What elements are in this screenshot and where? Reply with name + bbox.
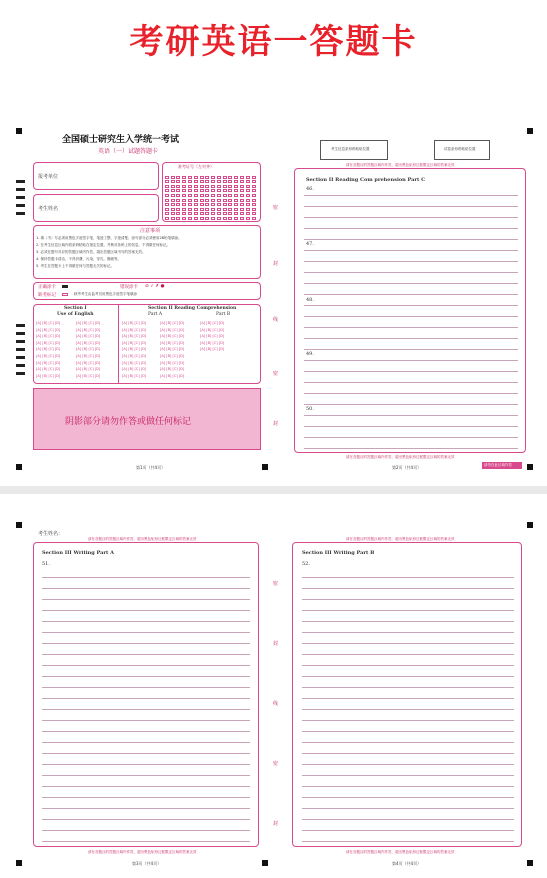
ruled-line — [302, 621, 514, 622]
answer-row[interactable]: [A] [B] [C] [D] — [36, 340, 61, 345]
answer-row[interactable]: [A] [B] [C] [D] — [36, 367, 61, 372]
seal-char: 封 — [273, 821, 279, 827]
answer-row[interactable]: [A] [B] [C] [D] — [200, 321, 225, 325]
ruled-line — [42, 720, 250, 721]
question-number: 51. — [42, 561, 50, 567]
answer-row[interactable]: [A] [B] [C] [D] — [160, 334, 185, 339]
spread-divider — [0, 486, 547, 494]
ruled-line — [42, 786, 250, 787]
exam-id-bubble[interactable] — [246, 217, 250, 220]
answer-row[interactable]: [A] [B] [C] [D] — [122, 321, 147, 325]
ruled-line — [302, 786, 514, 787]
ruled-line — [302, 797, 514, 798]
ruled-line — [42, 731, 250, 732]
sheet4-lines — [302, 566, 514, 842]
fill-example-label: 正确涂卡 — [38, 285, 56, 290]
exam-id-bubble[interactable] — [182, 217, 186, 220]
ruled-line — [304, 283, 518, 284]
ruled-line — [304, 294, 518, 295]
ruled-line — [302, 731, 514, 732]
ruled-line — [302, 599, 514, 600]
filled-bubble-icon — [62, 285, 68, 288]
ruled-line — [304, 338, 518, 339]
exam-id-bubble[interactable] — [165, 217, 169, 220]
answer-row[interactable]: [A] [B] [C] [D] — [200, 327, 225, 332]
note-line: 3. 必须在题号对应的答题区域内作答，超出答题区域书写的答案无效。 — [36, 250, 146, 254]
answer-row[interactable]: [A] [B] [C] [D] — [160, 367, 185, 372]
sheet3-name-label: 考生姓名： — [38, 531, 64, 537]
name-label: 考生姓名 — [38, 206, 59, 212]
ruled-line — [304, 305, 518, 306]
ruled-line — [302, 654, 514, 655]
ruled-line — [304, 217, 518, 218]
seal-char: 密 — [273, 761, 279, 767]
ruled-line — [42, 610, 250, 611]
ruled-line — [42, 687, 250, 688]
ruled-line — [304, 360, 518, 361]
answer-row[interactable]: [A] [B] [C] [D] — [76, 354, 101, 358]
ruled-line — [42, 599, 250, 600]
answer-row[interactable]: [A] [B] [C] [D] — [36, 334, 61, 339]
ruled-line — [304, 261, 518, 262]
ruled-line — [304, 393, 518, 394]
ruled-line — [42, 841, 250, 842]
absent-bubble[interactable] — [62, 293, 68, 296]
exam-id-bubble[interactable] — [223, 217, 227, 220]
ruled-line — [302, 742, 514, 743]
seal-char: 封 — [273, 421, 279, 427]
note-line: 4. 保持答题卡清洁，不得折叠、污染、穿孔、撕破等。 — [36, 257, 121, 261]
sheet3-bottom-warning: 请在各题目的答题区域内作答，超出黑色矩形边框限定区域的答案无效 — [88, 850, 197, 854]
answer-row[interactable]: [A] [B] [C] [D] — [122, 334, 147, 339]
part-b-label: Part B — [216, 312, 231, 317]
answer-row[interactable]: [A] [B] [C] [D] — [76, 367, 101, 372]
ruled-line — [42, 577, 250, 578]
sheet3-footer: 第3页（共4页） — [132, 861, 162, 866]
answer-row[interactable]: [A] [B] [C] [D] — [122, 340, 147, 345]
ruled-line — [304, 437, 518, 438]
exam-id-bubble[interactable] — [200, 217, 204, 220]
answer-row[interactable]: [A] [B] [C] [D] — [36, 373, 61, 378]
sheet2-bottom-warning: 请在各题目的答题区域内作答，超出黑色矩形边框限定区域的答案无效 — [346, 455, 455, 459]
ruled-line — [304, 316, 518, 317]
answer-row[interactable]: [A] [B] [C] [D] — [76, 327, 101, 332]
sheet2-section-title: Section II Reading Com prehension Part C — [306, 177, 426, 183]
absent-note: 缺考考生由监考员用黑色字迹签字笔填涂 — [74, 292, 137, 296]
answer-row[interactable]: [A] [B] [C] [D] — [160, 354, 185, 358]
answer-row[interactable]: [A] [B] [C] [D] — [122, 373, 147, 378]
ruled-line — [42, 654, 250, 655]
registration-mark — [527, 522, 533, 528]
ruled-line — [304, 195, 518, 196]
ruled-line — [302, 753, 514, 754]
bottom-spread — [0, 500, 547, 878]
seal-char: 密 — [273, 581, 279, 587]
ruled-line — [42, 709, 250, 710]
seal-char: 密 — [273, 205, 279, 211]
exam-id-bubble[interactable] — [194, 217, 198, 220]
question-number: 48. — [306, 297, 314, 303]
section2-title: Section II Reading Comprehension — [148, 306, 237, 311]
ruled-line — [302, 698, 514, 699]
ruled-line — [302, 687, 514, 688]
sheet4-top-warning: 请在各题目的答题区域内作答，超出黑色矩形边框限定区域的答案无效 — [346, 537, 455, 541]
question-number: 49. — [306, 351, 314, 357]
sheet1-subtitle: 英语（一）试题答题卡 — [98, 148, 159, 155]
ruled-line — [304, 206, 518, 207]
sheet2-footer: 第2页（共4页） — [392, 465, 422, 470]
answer-row[interactable]: [A] [B] [C] [D] — [122, 367, 147, 372]
ruled-line — [302, 841, 514, 842]
answer-row[interactable]: [A] [B] [C] [D] — [200, 334, 225, 339]
ruled-line — [42, 665, 250, 666]
answer-row[interactable]: [A] [B] [C] [D] — [160, 373, 185, 378]
ruled-line — [304, 327, 518, 328]
barcode-box-paper-label: 试卷条形码粘贴位置 — [444, 147, 476, 151]
answer-row[interactable]: [A] [B] [C] [D] — [76, 321, 101, 325]
seal-char: 封 — [273, 641, 279, 647]
exam-id-bubble[interactable] — [228, 217, 232, 220]
ruled-line — [304, 272, 518, 273]
sheet3-lines — [42, 566, 250, 842]
exam-id-bubble[interactable] — [188, 217, 192, 220]
seal-char: 线 — [273, 317, 279, 323]
ruled-line — [302, 632, 514, 633]
note-line: 1. 填（书）写必须用黑色字迹签字笔，笔迹工整、字迹清楚；涂写部分必须使用2B铅笔填涂。 — [36, 236, 182, 240]
question-number: 47. — [306, 241, 314, 247]
ruled-line — [302, 819, 514, 820]
answer-row[interactable]: [A] [B] [C] [D] — [200, 347, 225, 352]
registration-mark — [16, 860, 22, 866]
answer-row[interactable]: [A] [B] [C] [D] — [122, 354, 147, 358]
wrong-marks-icon: ⊘ ✓ ✗ ● — [145, 284, 165, 289]
ruled-line — [304, 426, 518, 427]
ruled-line — [42, 621, 250, 622]
ruled-line — [302, 676, 514, 677]
answer-row[interactable]: [A] [B] [C] [D] — [36, 321, 61, 325]
ruled-line — [304, 371, 518, 372]
answer-row[interactable]: [A] [B] [C] [D] — [36, 354, 61, 358]
sheet1-title: 全国硕士研究生入学统一考试 — [62, 135, 180, 145]
registration-mark — [527, 464, 533, 470]
barcode-box-candidate-label: 考生信息条形码粘贴位置 — [331, 147, 370, 151]
answer-row[interactable]: [A] [B] [C] [D] — [160, 321, 185, 325]
registration-mark — [262, 860, 268, 866]
ruled-line — [304, 239, 518, 240]
ruled-line — [304, 228, 518, 229]
sheet4-section-title: Section III Writing Part B — [302, 550, 375, 556]
ruled-line — [42, 676, 250, 677]
answer-row[interactable]: [A] [B] [C] [D] — [160, 347, 185, 352]
notice-title: 注意事项 — [140, 228, 161, 234]
ruled-line — [42, 588, 250, 589]
ruled-line — [302, 775, 514, 776]
question-number: 46. — [306, 186, 314, 192]
ruled-line — [302, 808, 514, 809]
sheet4-bottom-warning: 请在各题目的答题区域内作答，超出黑色矩形边框限定区域的答案无效 — [346, 850, 455, 854]
registration-mark — [16, 522, 22, 528]
ruled-line — [42, 742, 250, 743]
exam-id-bubble[interactable] — [205, 217, 209, 220]
registration-mark — [527, 128, 533, 134]
registration-mark — [262, 464, 268, 470]
seal-char: 密 — [273, 371, 279, 377]
ruled-line — [42, 797, 250, 798]
seal-char: 封 — [273, 261, 279, 267]
exam-id-bubble[interactable] — [240, 217, 244, 220]
answer-row[interactable]: [A] [B] [C] [D] — [76, 360, 101, 365]
sheet3-section-title: Section III Writing Part A — [42, 550, 114, 556]
answer-row[interactable]: [A] [B] [C] [D] — [200, 340, 225, 345]
answer-row[interactable]: [A] [B] [C] [D] — [76, 334, 101, 339]
ruled-line — [42, 808, 250, 809]
answer-row[interactable]: [A] [B] [C] [D] — [76, 347, 101, 352]
question-number: 50. — [306, 406, 314, 412]
ruled-line — [304, 382, 518, 383]
ruled-line — [302, 720, 514, 721]
answer-row[interactable]: [A] [B] [C] [D] — [36, 327, 61, 332]
ruled-line — [42, 632, 250, 633]
shaded-note: 阴影部分请勿作答或做任何标记 — [65, 417, 192, 427]
exam-id-bubble[interactable] — [171, 217, 175, 220]
exam-id-bubble[interactable] — [252, 217, 256, 220]
part-a-answers[interactable] — [122, 321, 198, 381]
seal-char: 线 — [273, 701, 279, 707]
question-number: 52. — [302, 561, 310, 567]
ruled-line — [302, 577, 514, 578]
ruled-line — [302, 830, 514, 831]
sheet2-lines — [304, 184, 518, 450]
ruled-line — [302, 764, 514, 765]
registration-mark — [16, 128, 22, 134]
ruled-line — [304, 250, 518, 251]
sheet4-footer: 第4页（共4页） — [392, 861, 422, 866]
section1-title: Section I — [64, 306, 87, 311]
registration-mark — [527, 860, 533, 866]
note-line: 2. 在考生信息区域内将条码粘贴在指定位置，并核对条码上的信息，不得做任何标记。 — [36, 243, 170, 247]
ruled-line — [42, 698, 250, 699]
ruled-line — [42, 753, 250, 754]
ruled-line — [42, 643, 250, 644]
ruled-line — [302, 588, 514, 589]
ruled-line — [304, 415, 518, 416]
answer-row[interactable]: [A] [B] [C] [D] — [76, 340, 101, 345]
ruled-line — [42, 764, 250, 765]
registration-mark — [16, 464, 22, 470]
sheet3-top-warning: 请在各题目的答题区域内作答，超出黑色矩形边框限定区域的答案无效 — [88, 537, 197, 541]
note-line: 5. 考生在答题卡上不得做任何与答题无关的标记。 — [36, 264, 114, 268]
answer-row[interactable]: [A] [B] [C] [D] — [122, 360, 147, 365]
answer-row[interactable]: [A] [B] [C] [D] — [160, 327, 185, 332]
answer-row[interactable]: [A] [B] [C] [D] — [160, 340, 185, 345]
wrong-example-label: 错误涂卡 — [120, 285, 138, 290]
absent-label: 缺考标记 — [38, 293, 56, 298]
answer-row[interactable]: [A] [B] [C] [D] — [122, 327, 147, 332]
ruled-line — [302, 709, 514, 710]
exam-id-bubble[interactable] — [211, 217, 215, 220]
banner-title: 考研英语一答题卡 — [129, 22, 418, 62]
exam-id-label: 准考证号（左对齐） — [178, 164, 214, 169]
ruled-line — [42, 775, 250, 776]
ruled-line — [304, 349, 518, 350]
answer-row[interactable]: [A] [B] [C] [D] — [160, 360, 185, 365]
ruled-line — [304, 404, 518, 405]
ruled-line — [42, 819, 250, 820]
sheet2-stamp-label: 请勿在此区域作答 — [484, 463, 512, 467]
sheet1-footer: 第1页（共4页） — [136, 465, 166, 470]
exam-id-bubbles[interactable] — [164, 174, 260, 220]
school-label: 报考单位 — [38, 174, 59, 180]
answer-row[interactable]: [A] [B] [C] [D] — [122, 347, 147, 352]
part-a-label: Part A — [148, 312, 163, 317]
ruled-line — [302, 665, 514, 666]
ruled-line — [42, 830, 250, 831]
sheet2-top-warning: 请在各题目的答题区域内作答，超出黑色矩形边框限定区域的答案无效 — [346, 163, 455, 167]
ruled-line — [302, 610, 514, 611]
section1-sub: Use of English — [57, 312, 94, 317]
answer-row[interactable]: [A] [B] [C] [D] — [76, 373, 101, 378]
section-divider — [118, 304, 119, 384]
ruled-line — [302, 643, 514, 644]
section1-answers[interactable] — [36, 321, 116, 381]
ruled-line — [304, 448, 518, 449]
part-b-answers[interactable] — [200, 321, 258, 361]
answer-row[interactable]: [A] [B] [C] [D] — [36, 360, 61, 365]
exam-id-bubble[interactable] — [176, 217, 180, 220]
exam-id-bubble[interactable] — [234, 217, 238, 220]
answer-row[interactable]: [A] [B] [C] [D] — [36, 347, 61, 352]
exam-id-bubble[interactable] — [217, 217, 221, 220]
top-spread — [0, 100, 547, 480]
